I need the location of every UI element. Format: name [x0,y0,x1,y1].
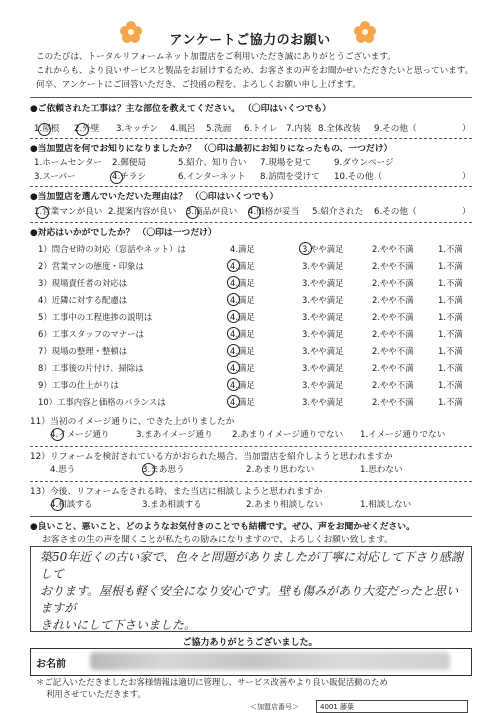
q2-option[interactable]: 10.その他（ [334,172,383,182]
q1-option[interactable]: 2.外壁 [74,124,100,134]
rating-option[interactable]: 4.満足 [230,329,255,339]
rating-option[interactable]: 3.やや満足 [302,278,344,288]
divider [30,138,472,139]
rating-option[interactable]: 1.不満 [438,380,463,390]
rating-option[interactable]: 2.やや不満 [372,278,414,288]
rating-option[interactable]: 4.満足 [230,397,255,407]
store-code-box [316,700,468,713]
selection-circle [227,378,240,391]
q3-option[interactable]: 2.提案内容が良い [108,207,177,217]
q1-option[interactable]: 1.屋根 [34,124,60,134]
selection-circle [142,463,155,476]
q1-option[interactable]: 6.トイレ [244,124,278,134]
selection-circle [38,123,51,136]
q13-option[interactable]: 4.相談する [50,500,93,510]
rating-option[interactable]: 4.満足 [230,312,255,322]
rating-option[interactable]: 2.やや不満 [372,363,414,373]
q2-option[interactable]: 5.紹介、知り合い [178,158,247,168]
q13-option[interactable]: 2.あまり相談しない [246,500,323,510]
q2-option[interactable]: 3.スーパー [34,172,76,182]
q2-option[interactable]: 8.訪問を受けて [260,172,320,182]
rating-option[interactable]: 1.不満 [438,244,463,254]
q2-option[interactable]: 4.チラシ [112,172,146,182]
rating-option[interactable]: 1.不満 [438,261,463,271]
rating-option[interactable]: 2.やや不満 [372,346,414,356]
q11-label: 11）当初のイメージ通りに、できた上がりましたか [30,417,235,427]
rating-option[interactable]: 3.やや満足 [302,261,344,271]
rating-question: 6）工事スタッフのマナーは [38,329,144,339]
rating-row [38,258,478,275]
q2-option[interactable]: 2.郵便局 [112,158,146,168]
intro-line: 何卒、アンケートにご回答いただき、ご投函の程を、よろしくお願い申し上げます。 [36,80,362,91]
rating-row [38,275,478,292]
rating-option[interactable]: 2.やや不満 [372,244,414,254]
rating-row [38,377,478,394]
selection-circle [227,310,240,323]
q12-options [50,463,470,477]
handwritten-comment [40,549,470,634]
thanks-text: ご協力ありがとうございました。 [182,638,318,648]
q3-option[interactable]: 5.紹介された [312,207,364,217]
rating-option[interactable]: 4.満足 [230,346,255,356]
q13-options [50,498,470,512]
rating-option[interactable]: 3.やや満足 [302,346,344,356]
rating-option[interactable]: 4.満足 [230,278,255,288]
notice-line: 利用させていただきます。 [46,689,146,699]
q2-option[interactable]: 1.ホームセンター [34,158,103,168]
rating-option[interactable]: 4.満足 [230,380,255,390]
rating-row [38,241,478,258]
selection-circle [227,395,240,408]
rating-question: 10）工事内容と価格のバランスは [38,397,166,407]
selection-circle [227,361,240,374]
rating-option[interactable]: 4.満足 [230,363,255,373]
q1-option[interactable]: 4.風呂 [170,124,196,134]
selection-circle [186,206,199,219]
selection-circle [36,206,49,219]
rating-option[interactable]: 3.やや満足 [302,329,344,339]
intro-line: このたびは、トータルリフォームネット加盟店をご利用いただき誠にありがとうございます。 [36,52,396,62]
rating-option[interactable]: 1.不満 [438,295,463,305]
q1-option[interactable]: 8.全体改装 [318,124,361,134]
rating-option[interactable]: 3.やや満足 [302,363,344,373]
q2-close: ） [462,172,471,182]
store-code-label: ＜加盟店番号＞ [250,703,299,711]
q2-label: ●当加盟店を何でお知りになりましたか？ （〇印は最初にお知りになったもの、一つだけ） [30,144,393,154]
q2-option[interactable]: 6.インターネット [178,172,246,182]
selection-circle [299,242,312,255]
selection-circle [227,327,240,340]
rating-option[interactable]: 4.満足 [230,244,255,254]
comment-line: 築50年近くの古い家で、色々と問題がありましたが丁寧に対応して下さり感謝して [40,550,464,581]
selection-circle [248,206,261,219]
comments-prompt-sub: お客さまの生の声を聞くことが私たちの励みになりますので、よろしくお願い致します。 [42,535,393,545]
q1-option[interactable]: 7.内装 [286,124,312,134]
selection-circle [227,293,240,306]
divider [30,186,472,187]
q11-option[interactable]: 4.イメージ通り [50,430,110,440]
q1-option[interactable]: 5.洗面 [206,124,232,134]
rating-question: 7）現場の整理・整頓は [38,346,128,356]
store-code-value: 4001 藤葉 [320,703,355,711]
rating-row [38,292,478,309]
intro-text [36,50,476,93]
rating-option[interactable]: 1.不満 [438,329,463,339]
privacy-notice [36,676,476,700]
selection-circle [110,171,123,184]
rating-option[interactable]: 3.やや満足 [302,244,344,254]
q12-option[interactable]: 2.あまり思わない [246,465,315,475]
rating-option[interactable]: 4.満足 [230,295,255,305]
q2-option[interactable]: 7.現場を見て [260,158,312,168]
rating-option[interactable]: 2.やや不満 [372,312,414,322]
notice-line: ＊ご記入いただきましたお客様情報は適切に管理し、サービス改善やより良い販促活動のため [36,677,388,687]
divider [30,222,472,223]
rating-option[interactable]: 1.不満 [438,278,463,288]
rating-question: 9）工事の仕上がりは [38,380,119,390]
rating-row [38,326,478,343]
q13-option[interactable]: 3.まあ相談する [142,500,202,510]
q4-label: ●対応はいかがでしたか？ （〇印は一つだけ） [30,228,217,238]
redacted-name [90,652,450,670]
rating-question: 8）工事後の片付け、掃除は [38,363,144,373]
rating-row [38,343,478,360]
selection-circle [227,344,240,357]
q13-label: 13）今後、リフォームをされる時、また当店に相談しようと思われますか [30,487,323,497]
comments-prompt: ●良いこと、悪いこと、どのようなお気付きのことでも結構です。ぜひ、声をお聞かせください。 [30,522,415,532]
q2-options-row2 [34,170,474,184]
rating-question: 1）問合せ時の対応（窓話やネット）は [38,244,186,254]
q1-close: ） [462,124,471,134]
divider [30,516,472,517]
q12-option[interactable]: 4.思う [50,465,76,475]
q11-option[interactable]: 1.イメージ通りでない [360,430,446,440]
rating-option[interactable]: 3.やや満足 [302,295,344,305]
selection-circle [51,428,64,441]
q12-label: 12）リフォームを検討されている方がおられた場合、当加盟店を紹介しようと思われますか [30,452,393,462]
q1-option[interactable]: 9.その他（ [374,124,417,134]
q3-option[interactable]: 1.営業マンが良い [34,207,103,217]
selection-circle [227,259,240,272]
divider [30,481,472,482]
rating-question: 2）営業マンの態度・印象は [38,261,144,271]
q1-option[interactable]: 3.キッチン [116,124,158,134]
rating-row [38,394,478,411]
comment-line: おります。屋根も軽く安全になり安心です。壁も傷みがあり大変だったと思いますが [40,584,459,615]
rating-option[interactable]: 1.不満 [438,363,463,373]
q2-options-row1 [34,156,474,170]
rating-option[interactable]: 1.不満 [438,346,463,356]
q1-label: ●ご依頼された工事は？主な部位を教えてください。 （〇印はいくつでも） [30,104,332,114]
q11-option[interactable]: 2.あまりイメージ通りでない [232,430,344,440]
q3-option[interactable]: 6.その他（ [374,207,417,217]
page-title: アンケートご協力のお願い [169,33,331,48]
selection-circle [227,276,240,289]
rating-option[interactable]: 3.やや満足 [302,397,344,407]
q11-options [50,428,470,442]
rating-option[interactable]: 3.やや満足 [302,312,344,322]
q11-option[interactable]: 3.まあイメージ通り [136,430,213,440]
rating-row [38,309,478,326]
rating-question: 3）現場責任者の対応は [38,278,128,288]
divider [30,446,472,447]
rating-option[interactable]: 2.やや不満 [372,329,414,339]
q12-option[interactable]: 1.思わない [360,465,403,475]
rating-question: 4）近隣に対する配慮は [38,295,128,305]
q2-option[interactable]: 9.ダウンページ [334,158,394,168]
divider [30,97,472,98]
selection-circle [76,123,89,136]
intro-line: これからも、より良いサービスと製品をお届けするため、お客さまの声をお聞かせいただきたいと思っています。 [36,66,474,77]
rating-question: 5）工事中の工程進捗の説明は [38,312,153,322]
rating-row [38,360,478,377]
rating-option[interactable]: 2.やや不満 [372,261,414,271]
name-label: お名前 [36,659,66,670]
q12-option[interactable]: 3.まあ思う [142,465,185,475]
rating-option[interactable]: 1.不満 [438,312,463,322]
comment-line: きれいにして下さいました。 [40,618,197,632]
rating-option[interactable]: 1.不満 [438,397,463,407]
q3-option[interactable]: 3.商品が良い [186,207,238,217]
rating-option[interactable]: 2.やや不満 [372,295,414,305]
rating-option[interactable]: 2.やや不満 [372,380,414,390]
q3-option[interactable]: 4.価格が妥当 [248,207,300,217]
q3-label: ●当加盟店を選んでいただいた理由は？ （〇印はいくつでも） [30,192,279,202]
rating-option[interactable]: 2.やや不満 [372,397,414,407]
q3-close: ） [462,207,471,217]
rating-option[interactable]: 4.満足 [230,261,255,271]
selection-circle [51,498,64,511]
q1-options [34,122,474,136]
rating-option[interactable]: 3.やや満足 [302,380,344,390]
q13-option[interactable]: 1.相談しない [360,500,412,510]
